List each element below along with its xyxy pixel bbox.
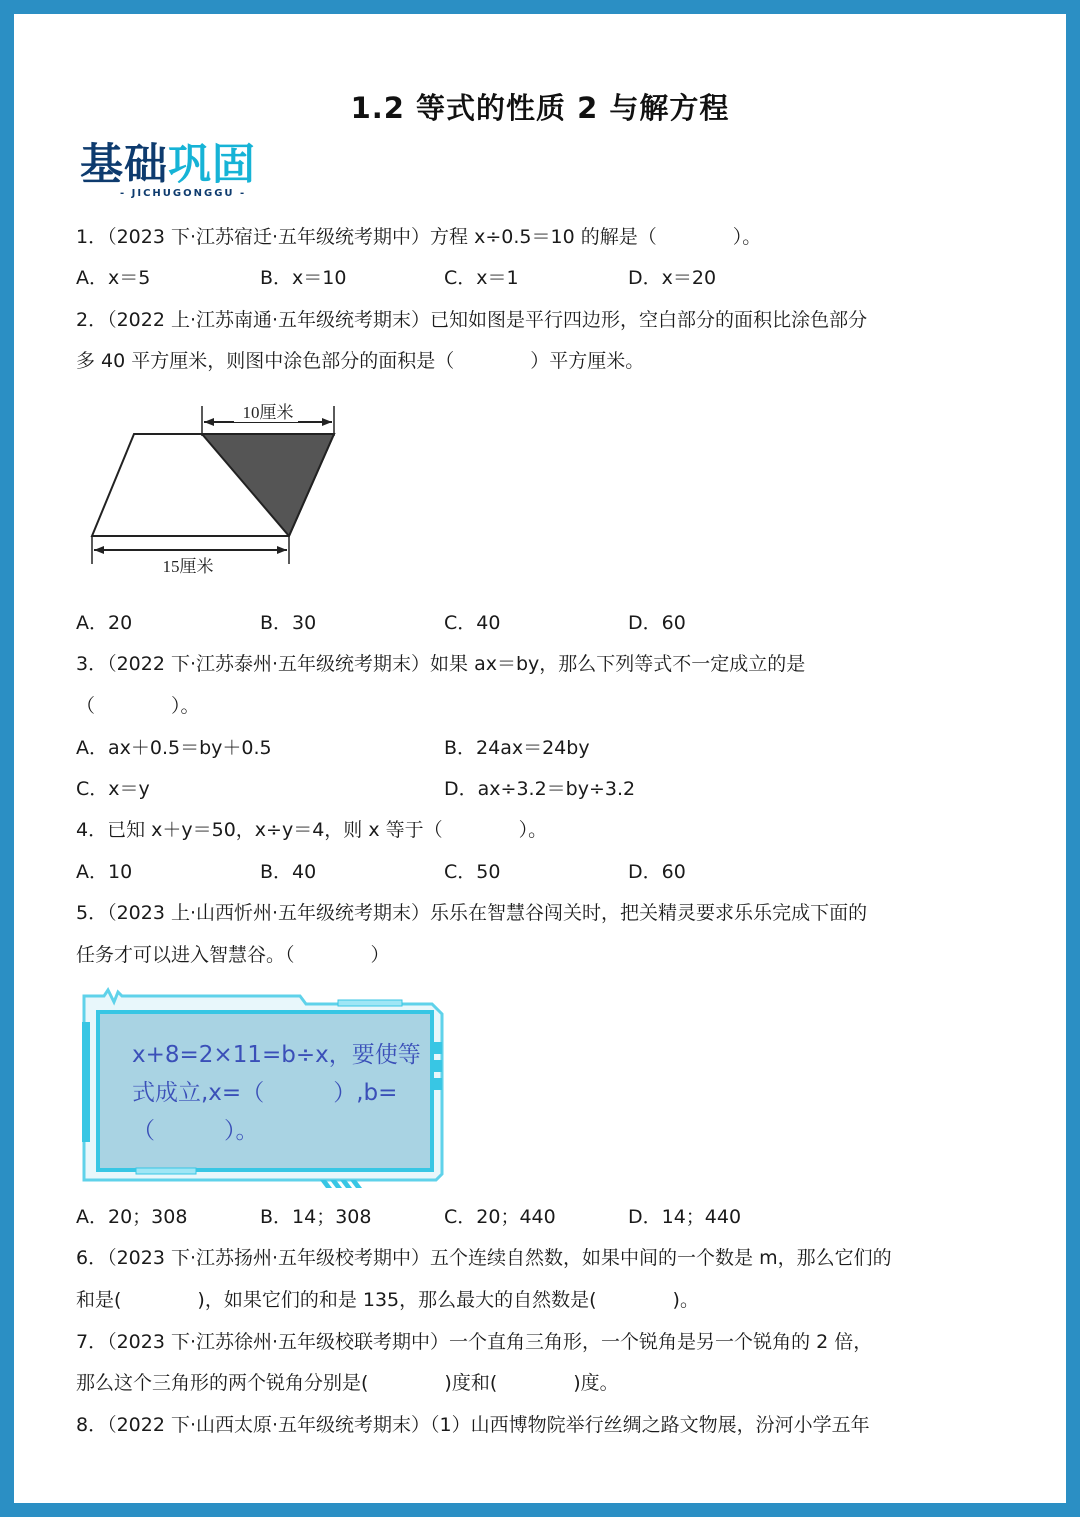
q2-option-b: B．30 [260,612,317,634]
logo-text-part2: 巩固 [168,140,256,190]
card-line-2: 式成立,x=（ ）,b= [132,1080,398,1106]
q2-option-a: A．20 [76,612,133,634]
bottom-arrow-left [94,546,104,554]
q1-option-d: D．x＝20 [628,267,717,289]
card-top-stripe [338,1000,402,1006]
q2-option-d: D．60 [628,612,686,634]
section-logo [80,140,270,204]
q3-option-a: A．ax＋0.5＝by＋0.5 [76,737,272,759]
q6-stem-line1: 6．（2023 下·江苏扬州·五年级校考期中）五个连续自然数，如果中间的一个数是 m，那么它们的 [76,1247,892,1269]
card-bottom-stripe [136,1168,196,1174]
card-left-bar [82,1022,90,1142]
q5-option-a: A．20；308 [76,1206,188,1228]
logo-subtitle: - JICHUGONGGU - [120,188,247,199]
q8-stem-line1: 8．（2022 下·山西太原·五年级统考期末）（1）山西博物院举行丝绸之路文物展，汾河小学五年 [76,1414,870,1436]
q6-stem-line2: 和是( )，如果它们的和是 135，那么最大的自然数是( )。 [76,1289,699,1311]
q4-option-c: C．50 [444,861,501,883]
top-arrow-left [204,418,214,426]
page-title: 1.2 等式的性质 2 与解方程 [350,91,730,125]
q2-option-c: C．40 [444,612,501,634]
q4-option-b: B．40 [260,861,317,883]
q1-stem: 1．（2023 下·江苏宿迁·五年级统考期中）方程 x÷0.5＝10 的解是（ ）。 [76,226,762,248]
q4-option-d: D．60 [628,861,686,883]
q4-stem: 4．已知 x＋y＝50，x÷y＝4，则 x 等于（ ）。 [76,819,548,841]
q1-option-c: C．x＝1 [444,267,519,289]
q3-option-d: D．ax÷3.2＝by÷3.2 [444,778,636,800]
q5-option-b: B．14；308 [260,1206,372,1228]
logo-text [80,140,256,190]
q1-option-a: A．x＝5 [76,267,151,289]
bottom-length-label: 15厘米 [162,557,214,576]
q7-stem-line2: 那么这个三角形的两个锐角分别是( )度和( )度。 [76,1372,619,1394]
q7-stem-line1: 7．（2023 下·江苏徐州·五年级校联考期中）一个直角三角形，一个锐角是另一个锐角的 2 倍， [76,1331,873,1353]
q5-option-c: C．20；440 [444,1206,556,1228]
parallelogram-figure [84,396,344,586]
q5-stem-line2: 任务才可以进入智慧谷。（ ） [76,944,390,966]
q3-option-b: B．24ax＝24by [444,737,590,759]
q3-option-c: C．x＝y [76,778,150,800]
top-length-label: 10厘米 [242,403,294,422]
q3-stem-line1: 3．（2022 下·江苏泰州·五年级统考期末）如果 ax＝by，那么下列等式不一定成立的是 [76,653,806,675]
q2-stem-line1: 2．（2022 上·江苏南通·五年级统考期末）已知如图是平行四边形，空白部分的面积比涂色部分 [76,309,868,331]
top-arrow-right [322,418,332,426]
q3-stem-line2: （ ）。 [76,695,200,717]
card-line-3: （ ）。 [132,1118,259,1144]
card-line-1: x+8=2×11=b÷x，要使等 [132,1042,421,1068]
q5-option-d: D．14；440 [628,1206,742,1228]
q4-option-a: A．10 [76,861,133,883]
card-deco-slashes [320,1180,362,1188]
q2-stem-line2: 多 40 平方厘米，则图中涂色部分的面积是（ ）平方厘米。 [76,350,645,372]
logo-text-part1: 基础 [80,140,168,190]
q5-stem-line1: 5．（2023 上·山西忻州·五年级统考期末）乐乐在智慧谷闯关时，把关精灵要求乐乐完成下面的 [76,902,868,924]
bottom-arrow-right [277,546,287,554]
q1-option-b: B．x＝10 [260,267,347,289]
